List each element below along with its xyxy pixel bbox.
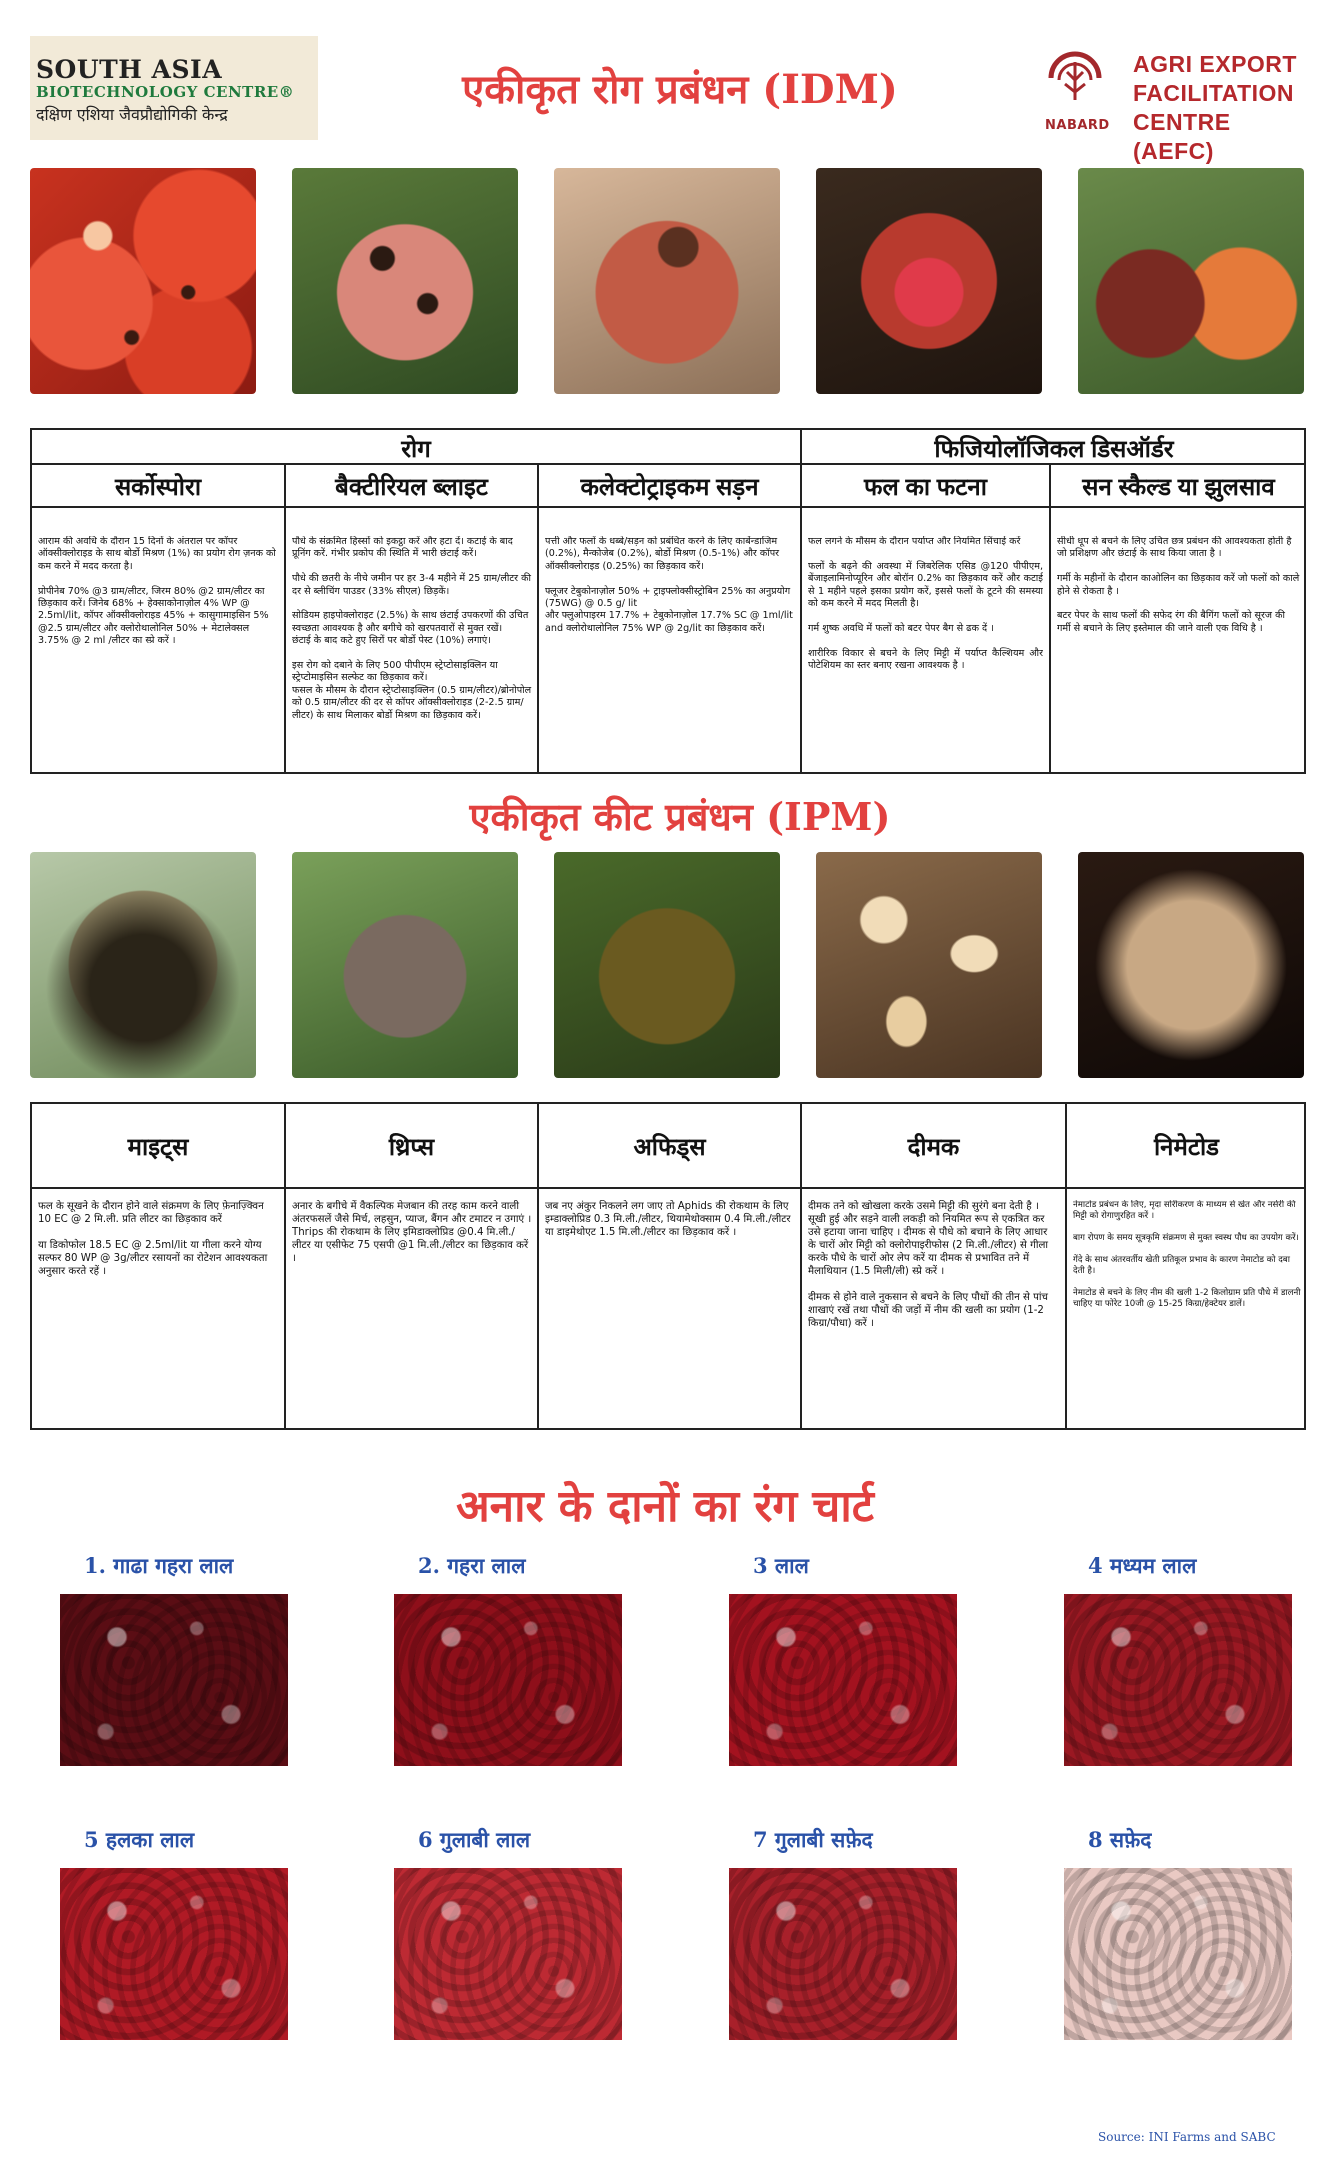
logo-line-1: SOUTH ASIA [36,55,223,84]
swatch-label-1: 1. गाढा गहरा लाल [84,1553,234,1578]
aefc-logo [1045,48,1315,164]
bacterial-blight-photo [292,168,518,394]
bacterial-blight-text: पौधे के संक्रमित हिस्सों को इकट्ठा करें और हटा दें। कटाई के बाद प्रूनिंग करें. गंभीर प्रकोप की स्थिति में भारी छंटाई करें। पौधे की छतरी के नीचे जमीन पर हर 3-4 महीने में 25 ग्राम/लीटर की दर से ब्लीचिंग पाउडर (33% सीएल) छिड़कें। सोडियम हाइपोक्लोराइट (2.5%) के साथ छंटाई उपकरणों की उचित स्वच्छता आवश्यक है और बगीचे को खरपतवारों से मुक्त रखें। छंटाई के बाद कटे हुए सिरों पर बोर्डो पेस्ट (10%) लगाएं। इस रोग को दबाने के लिए 500 पीपीएम स्ट्रेप्टोसाइक्लिन या स्ट्रेप्टोमाइसिन सल्फेट का छिड़काव करें। फसल के मौसम के दौरान स्ट्रेप्टोसाइक्लिन (0.5 ग्राम/लीटर)/ब्रोनोपोल को 0.5 ग्राम/लीटर की दर से कॉपर ऑक्सीक्लोराइड (2-2.5 ग्राम/लीटर) के साथ मिलाकर बोर्डो मिश्रण का छिड़काव करें। [292,536,532,721]
logo-line-3: दक्षिण एशिया जैवप्रौद्योगिकी केन्द्र [36,105,228,124]
sun-scald-text: सीधी धूप से बचने के लिए उचित छत्र प्रबंधन की आवश्यकता होती है जो प्रशिक्षण और छंटाई के साथ किया जाता है । गर्मी के महीनों के दौरान काओलिन का छिड़काव करें जो फलों को काले होने से रोकता है । बटर पेपर के साथ फलों की सफेद रंग की बैगिंग फलों को सूरज की गर्मी से बचाने के लिए इस्तेमाल की जाने वाली एक विधि है । [1057,536,1300,634]
logo-line-2: BIOTECHNOLOGY CENTRE® [36,83,295,101]
thrips-text: अनार के बगीचे में वैकल्पिक मेजबान की तरह काम करने वाली अंतरफसलें जैसे मिर्च, लहसुन, प्याज, बैंगन और टमाटर न उगाएं । Thrips की रोकथाम के लिए इमिडाक्लोप्रिड @0.4 मि.ली./लीटर या एसीफेट 75 एसपी @1 मि.ली./लीटर का छिड़काव करें । [292,1201,532,1264]
ipm-table [30,1102,1306,1430]
aril-swatch-4 [1064,1594,1292,1766]
ipm-title: एकीकृत कीट प्रबंधन (IPM) [469,794,891,839]
nematode-text: नेमाटोड प्रबंधन के लिए, मृदा सोरीकरण के माध्यम से खेत और नर्सरी की मिट्टी को रोगाणुरहित करें । बाग रोपण के समय सूत्रकृमि संक्रमण से मुक्त स्वस्थ पौध का उपयोग करें। गेंदे के साथ अंतरवर्तीय खेती प्रतिकूल प्रभाव के कारण नेमाटोड को दबा देती है। नेमाटोड से बचने के लिए नीम की खली 1-2 किलोग्राम प्रति पौधे में डालनी चाहिए या फोरेट 10जी @ 15-25 किग्रा/हेक्टेयर डालें। [1073,1200,1301,1309]
swatch-label-8: 8 सफ़ेद [1088,1827,1152,1852]
aril-swatch-5 [60,1868,288,2040]
fruit-cracking-photo [816,168,1042,394]
aril-swatch-6 [394,1868,622,2040]
sun-scald-photo [1078,168,1304,394]
termite-text: दीमक तने को खोखला करके उसमे मिट्टी की सुरंगे बना देती है । सूखी हुई और सड़ने वाली लकड़ी को नियमित रूप से एकत्रित कर उसे हटाया जाना चाहिए । दीमक से पौधे को बचाने के लिए आधार के चारों ओर मिट्टी को क्लोरोपाइरीफोस (2 मि.ली./लीटर) से गीला करके पौधे के चारों ओर लेप करें या दीमक से प्रभावित तने में मैलाथियान (1.5 मिली/ली) स्प्रे करें । दीमक से होने वाले नुकसान से बचने के लिए पौधों की तीन से पांच शाखाएं रखें तथा पौधों की जड़ों में नीम की खली का प्रयोग (1-2 किग्रा/पौधा) करें । [808,1201,1049,1329]
nabard-emblem-icon [1045,48,1105,112]
mites-text: फल के सूखने के दौरान होने वाले संक्रमण के लिए फ़ेनाज़्क्विन 10 EC @ 2 मि.ली. प्रति लीटर का छिड़काव करें या डिकोफोल 18.5 EC @ 2.5ml/lit या गीला करने योग्य सल्फर 80 WP @ 3g/लीटर रसायनों का रोटेशन आवश्यकता अनुसार करते रहें । [38,1201,268,1277]
color-chart-title: अनार के दानों का रंग चार्ट [456,1481,874,1532]
aril-swatch-7 [729,1868,957,2040]
bacterial-blight-heading: बैक्टीरियल ब्लाइट [335,474,488,501]
mites-photo [30,852,256,1078]
swatch-label-5: 5 हलका लाल [84,1827,195,1852]
source-note: Source: INI Farms and SABC [1098,2130,1276,2144]
thrips-heading: थ्रिप्स [388,1134,435,1161]
disease-group-header: रोग [401,436,431,463]
colletotrichum-text: पत्ती और फलों के धब्बे/सड़न को प्रबंधित करने के लिए कार्बेन्डाजिम (0.2%), मैन्कोजेब (0.2%), बोर्डो मिश्रण (0.5-1%) और कॉपर ऑक्सीक्लोराइड (0.25%) का छिड़काव करें। फ्लूजर टेबुकोनाज़ोल 50% + ट्राइफ्लोक्सीस्ट्रोबिन 25% का अनुप्रयोग (75WG) @ 0.5 g/ lit और फ्लुओपाइरम 17.7% + टेबुकोनाज़ोल 17.7% SC @ 1ml/lit and क्लोरोथालोनिल 75% WP @ 2g/lit का छिड़काव करें। [545,536,793,634]
colletotrichum-heading: कलेक्टोट्राइकम सड़न [580,474,759,501]
swatch-label-4: 4 मध्यम लाल [1088,1553,1197,1578]
fruit-cracking-heading: फल का फटना [864,474,987,501]
aefc-text: AGRI EXPORT FACILITATION CENTRE (AEFC) [1133,51,1297,164]
colletotrichum-photo [554,168,780,394]
aril-swatch-3 [729,1594,957,1766]
swatch-label-6: 6 गुलाबी लाल [418,1827,531,1852]
idm-table [30,428,1306,774]
nabard-label: NABARD [1045,118,1110,133]
nematode-photo [1078,852,1304,1078]
sabc-logo [30,36,318,140]
cercospora-text: आराम की अवधि के दौरान 15 दिनों के अंतराल पर कॉपर ऑक्सीक्लोराइड के साथ बोर्डो मिश्रण (1%) का प्रयोग रोग ज़नक को कम करने में मदद करता है। प्रोपीनेब 70% @3 ग्राम/लीटर, जिरम 80% @2 ग्राम/लीटर का छिड़काव करें। जिनेब 68% + हेक्साकोनाज़ोल 4% WP @ 2.5ml/lit, कॉपर ऑक्सीक्लोराइड 45% + कासुगामाइसिन 5% @2.5 ग्राम/लीटर और क्लोरोथालोनिल 50% + मेटालेक्सल 3.75% @ 2 ml /लीटर का स्प्रे करें । [38,536,276,647]
thrips-photo [292,852,518,1078]
aphids-heading: अफिड्स [633,1134,706,1161]
swatch-label-2: 2. गहरा लाल [418,1553,526,1578]
mites-heading: माइट्स [127,1134,189,1161]
disorder-group-header: फिजियोलॉजिकल डिसऑर्डर [934,436,1174,463]
cercospora-heading: सर्कोस्पोरा [114,474,202,501]
aril-swatch-8 [1064,1868,1292,2040]
sun-scald-heading: सन स्कैल्ड या झुलसाव [1082,474,1275,501]
nematode-heading: निमेटोड [1153,1134,1220,1161]
termite-heading: दीमक [907,1134,960,1161]
swatch-label-3: 3 लाल [753,1553,809,1578]
fruit-cracking-text: फल लगने के मौसम के दौरान पर्याप्त और नियमित सिंचाई करें फलों के बढ़ने की अवस्था में जिबरेलिक एसिड @120 पीपीएम, बेंजाइलामिनोप्यूरिन और बोरॉन 0.2% का छिड़काव करें और कटाई से 1 महीने पहले इसका प्रयोग करें, इससे फलों के टूटने की समस्या को कम करने में मदद मिलती है। गर्म शुष्क अवधि में फलों को बटर पेपर बैग से ढक दें । शारीरिक विकार से बचने के लिए मिट्टी में पर्याप्त कैल्शियम और पोटेशियम का स्तर बनाए रखना आवश्यक है । [808,536,1043,672]
aphids-photo [554,852,780,1078]
aphids-text: जब नए अंकुर निकलने लग जाए तो Aphids की रोकथाम के लिए इम्डाक्लोप्रिड 0.3 मि.ली./लीटर, थियामेथोक्साम 0.4 मि.ली./लीटर या डाइमेथोएट 1.5 मि.ली./लीटर का छिड़काव करें । [545,1201,791,1238]
idm-title: एकीकृत रोग प्रबंधन (IDM) [462,66,898,113]
swatch-label-7: 7 गुलाबी सफ़ेद [753,1827,873,1852]
cercospora-photo [30,168,256,394]
termite-photo [816,852,1042,1078]
aril-swatch-2 [394,1594,622,1766]
aril-swatch-1 [60,1594,288,1766]
